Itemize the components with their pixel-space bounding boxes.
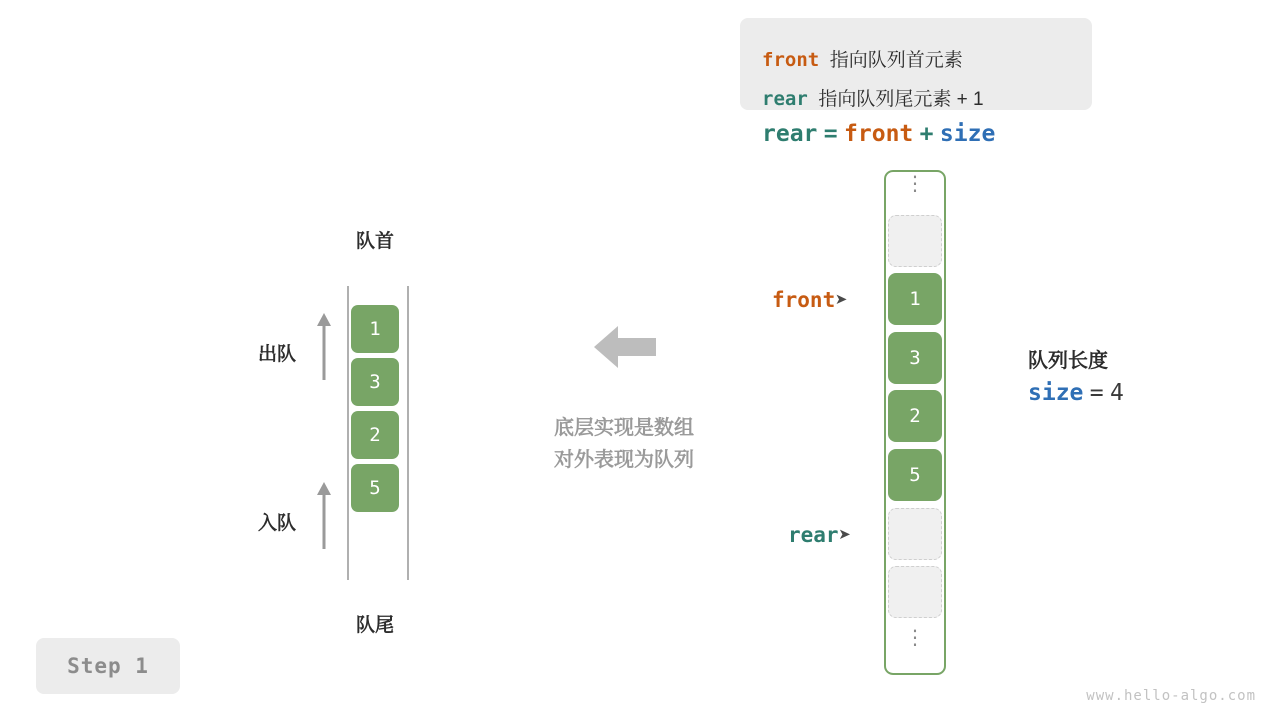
rear-note-text: 指向队列尾元素 + 1 — [818, 89, 984, 110]
queue-head-label: 队首 — [355, 231, 394, 252]
array-ellipsis-bottom: ⋮ — [905, 625, 925, 649]
array-cell: 2 — [888, 390, 942, 442]
rear-token: rear — [762, 88, 808, 110]
front-pointer-text: front — [772, 288, 836, 312]
rear-pointer-label — [788, 523, 851, 547]
formula-plus: + — [919, 121, 934, 147]
size-expression — [1028, 379, 1124, 406]
queue-cell: 1 — [351, 305, 399, 353]
rear-pointer-text: rear — [788, 523, 839, 547]
size-equals: = — [1089, 380, 1104, 406]
watermark: www.hello-algo.com — [1086, 688, 1256, 704]
queue-cell: 5 — [351, 464, 399, 512]
left-arrow-icon — [594, 322, 656, 372]
enqueue-arrow-icon — [313, 481, 335, 549]
array-cell: 3 — [888, 332, 942, 384]
formula-rear: rear — [762, 121, 818, 147]
rear-note-line — [762, 89, 984, 110]
formula-front: front — [844, 121, 914, 147]
queue-rail-left — [347, 286, 349, 580]
step-badge: Step 1 — [36, 638, 180, 694]
formula-size: size — [939, 121, 996, 147]
queue-cell: 2 — [351, 411, 399, 459]
size-name: size — [1028, 380, 1084, 406]
front-note-text: 指向队列首元素 — [829, 50, 963, 71]
front-note-line — [762, 50, 963, 71]
queue-rail-right — [407, 286, 409, 580]
array-cell: 5 — [888, 449, 942, 501]
front-token: front — [762, 49, 820, 71]
size-number: 4 — [1110, 380, 1124, 406]
formula-equals: = — [823, 121, 838, 147]
pointer-formula — [762, 120, 995, 147]
array-cell: 1 — [888, 273, 942, 325]
array-cell — [888, 215, 942, 267]
queue-tail-label: 队尾 — [355, 615, 394, 636]
size-label: 队列长度 — [1028, 350, 1108, 372]
array-ellipsis-top: ⋮ — [905, 171, 925, 195]
dequeue-label: 出队 — [258, 344, 297, 365]
array-cell — [888, 566, 942, 618]
enqueue-label: 入队 — [258, 513, 297, 534]
pointer-note-box — [740, 18, 1092, 110]
front-pointer-caret: ➤ — [835, 288, 848, 312]
queue-cell: 3 — [351, 358, 399, 406]
diagram-caption — [516, 412, 732, 476]
array-cell — [888, 508, 942, 560]
caption-line-2: 对外表现为队列 — [554, 449, 694, 471]
rear-pointer-caret: ➤ — [838, 523, 852, 547]
dequeue-arrow-icon — [313, 312, 335, 380]
caption-line-1: 底层实现是数组 — [554, 417, 694, 439]
front-pointer-label — [772, 288, 848, 312]
